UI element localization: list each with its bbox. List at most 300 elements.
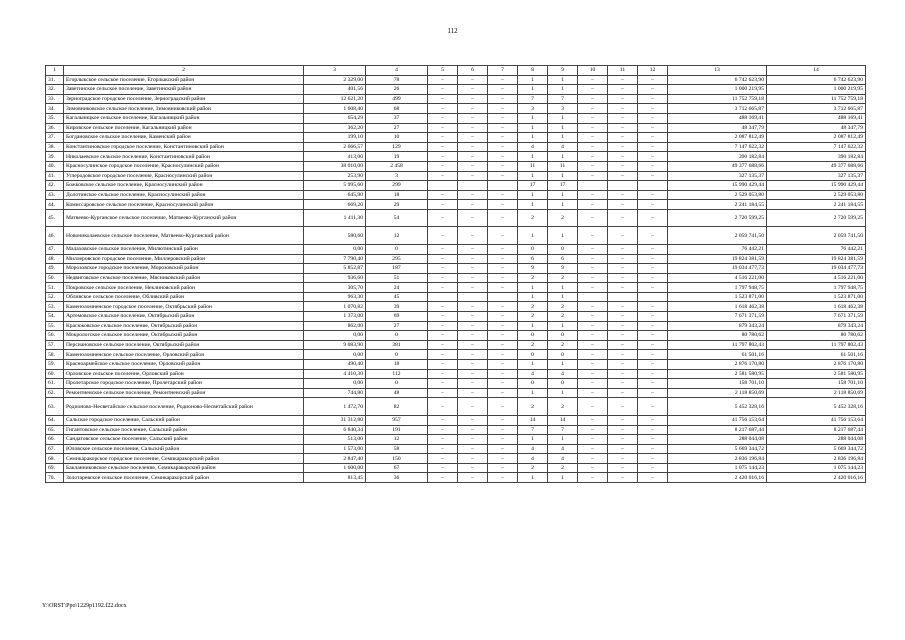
settlement-name-cell: Пролетарское городское поселение, Пролетарский район: [64, 379, 304, 389]
table-cell: 61 501,16: [668, 350, 767, 360]
table-cell: –: [608, 283, 638, 293]
table-cell: –: [458, 190, 488, 200]
settlement-name-cell: Золотаревское сельское поселение, Семикаракорский район: [64, 473, 304, 483]
table-cell: 33.: [46, 94, 64, 104]
table-cell: –: [488, 321, 518, 331]
table-cell: 299: [366, 181, 428, 191]
table-cell: 1 618 462,38: [767, 302, 866, 312]
table-cell: –: [578, 454, 608, 464]
table-cell: 2: [518, 209, 548, 227]
table-cell: –: [578, 209, 608, 227]
table-cell: 1 075 144,23: [767, 463, 866, 473]
table-cell: 6 742 623,90: [767, 75, 866, 85]
table-cell: 7: [518, 94, 548, 104]
table-cell: 0: [518, 379, 548, 389]
table-cell: –: [428, 254, 458, 264]
table-cell: 39: [366, 302, 428, 312]
table-cell: 67: [366, 463, 428, 473]
table-cell: –: [458, 209, 488, 227]
table-cell: –: [578, 273, 608, 283]
table-row: [46, 181, 866, 191]
table-cell: 1 075 144,23: [668, 463, 767, 473]
table-row: [46, 209, 866, 227]
table-cell: 129: [366, 142, 428, 152]
table-cell: 2: [518, 302, 548, 312]
table-cell: –: [578, 398, 608, 416]
table-cell: –: [578, 75, 608, 85]
header-cell: 6: [458, 66, 488, 76]
settlement-name-cell: Красюковское сельское поселение, Октябрьский район: [64, 321, 304, 331]
table-cell: –: [608, 142, 638, 152]
table-cell: 1: [548, 360, 578, 370]
table-cell: –: [638, 94, 668, 104]
table-cell: 5 669 344,72: [767, 444, 866, 454]
table-cell: –: [488, 398, 518, 416]
table-cell: –: [608, 340, 638, 350]
table-cell: –: [578, 200, 608, 210]
table-cell: 50.: [46, 273, 64, 283]
table-cell: –: [488, 133, 518, 143]
table-cell: 40.: [46, 161, 64, 171]
table-cell: 4: [518, 454, 548, 464]
table-cell: 2 666,57: [304, 142, 366, 152]
table-cell: –: [578, 415, 608, 425]
table-cell: –: [608, 152, 638, 162]
table-cell: –: [428, 123, 458, 133]
table-cell: 401,56: [304, 85, 366, 95]
table-row: [46, 444, 866, 454]
table-cell: –: [488, 113, 518, 123]
table-cell: 7 790,40: [304, 254, 366, 264]
table-cell: –: [458, 142, 488, 152]
table-cell: –: [638, 444, 668, 454]
table-cell: 8 217 687,44: [668, 425, 767, 435]
table-cell: 0: [366, 244, 428, 254]
header-cell: 10: [578, 66, 608, 76]
table-cell: –: [428, 302, 458, 312]
table-cell: [578, 292, 608, 302]
table-cell: 7 147 622,32: [668, 142, 767, 152]
settlement-name-cell: Кировское сельское поселение, Кагальницкий район: [64, 123, 304, 133]
table-cell: 11: [548, 161, 578, 171]
table-cell: 49 377 688,66: [668, 161, 767, 171]
table-cell: –: [638, 340, 668, 350]
table-cell: 744,80: [304, 388, 366, 398]
table-cell: –: [458, 473, 488, 483]
table-cell: –: [578, 350, 608, 360]
table-cell: –: [428, 171, 458, 181]
table-cell: –: [608, 388, 638, 398]
table-cell: 31 312,80: [304, 415, 366, 425]
table-cell: –: [458, 398, 488, 416]
table-cell: 488 169,41: [668, 113, 767, 123]
table-cell: 2: [548, 340, 578, 350]
table-cell: 1 618 462,38: [668, 302, 767, 312]
table-cell: –: [578, 254, 608, 264]
table-cell: –: [458, 369, 488, 379]
table-cell: 0: [548, 331, 578, 341]
table-cell: 381: [366, 340, 428, 350]
table-cell: –: [458, 133, 488, 143]
table-cell: 1: [548, 388, 578, 398]
table-cell: –: [638, 331, 668, 341]
table-cell: –: [458, 360, 488, 370]
table-cell: –: [428, 283, 458, 293]
table-cell: –: [638, 142, 668, 152]
table-cell: –: [488, 379, 518, 389]
table-cell: 15 990 429,44: [767, 181, 866, 191]
table-row: [46, 142, 866, 152]
table-cell: –: [488, 85, 518, 95]
table-cell: 69: [366, 312, 428, 322]
table-cell: –: [638, 312, 668, 322]
table-cell: [608, 292, 638, 302]
header-cell: 5: [428, 66, 458, 76]
table-cell: 390 182,84: [668, 152, 767, 162]
table-cell: –: [488, 454, 518, 464]
table-cell: –: [428, 113, 458, 123]
table-cell: 1: [548, 435, 578, 445]
table-cell: 6 742 623,90: [668, 75, 767, 85]
table-cell: 1: [548, 113, 578, 123]
table-cell: 2 087 812,49: [668, 133, 767, 143]
table-cell: –: [458, 321, 488, 331]
table-cell: 1: [518, 190, 548, 200]
table-cell: –: [488, 161, 518, 171]
table-cell: –: [458, 227, 488, 245]
table-cell: 2 720 599,25: [767, 209, 866, 227]
table-cell: –: [638, 227, 668, 245]
table-cell: –: [608, 209, 638, 227]
settlement-name-cell: Ремонтненское сельское поселение, Ремонтненский район: [64, 388, 304, 398]
settlement-name-cell: Кагальницкое сельское поселение, Кагальницкий район: [64, 113, 304, 123]
table-cell: 2 529 053,80: [767, 190, 866, 200]
table-row: [46, 425, 866, 435]
header-cell: 4: [366, 66, 428, 76]
table-cell: –: [488, 435, 518, 445]
table-cell: 63.: [46, 398, 64, 416]
table-cell: –: [428, 379, 458, 389]
table-cell: 5 452 328,16: [767, 398, 866, 416]
table-cell: –: [458, 379, 488, 389]
table-cell: 288 044,08: [767, 435, 866, 445]
table-cell: 9: [548, 264, 578, 274]
table-cell: 1 411,30: [304, 209, 366, 227]
table-cell: –: [428, 350, 458, 360]
table-cell: 0: [366, 379, 428, 389]
table-cell: –: [578, 388, 608, 398]
table-cell: [638, 181, 668, 191]
table-cell: –: [488, 190, 518, 200]
table-cell: –: [638, 360, 668, 370]
table-cell: 12: [366, 435, 428, 445]
table-cell: 1: [518, 152, 548, 162]
table-cell: 58: [366, 444, 428, 454]
table-cell: 2: [548, 273, 578, 283]
table-cell: 43.: [46, 190, 64, 200]
table-cell: 0: [548, 350, 578, 360]
table-row: [46, 312, 866, 322]
table-cell: –: [488, 254, 518, 264]
table-cell: –: [428, 273, 458, 283]
table-cell: 36: [366, 473, 428, 483]
table-row: [46, 227, 866, 245]
table-cell: –: [458, 415, 488, 425]
table-cell: 1 608,40: [304, 104, 366, 114]
table-cell: 41 756 153,64: [767, 415, 866, 425]
table-cell: 29: [366, 200, 428, 210]
table-cell: 490,40: [304, 360, 366, 370]
table-cell: –: [608, 227, 638, 245]
table-cell: 1: [518, 227, 548, 245]
settlement-name-cell: Орловское сельское поселение, Орловский район: [64, 369, 304, 379]
table-cell: –: [428, 435, 458, 445]
table-cell: –: [458, 463, 488, 473]
settlement-name-cell: Комиссаровское сельское поселение, Красносулинский район: [64, 200, 304, 210]
settlement-name-cell: Зимовниковское сельское поселение, Зимовниковский район: [64, 104, 304, 114]
table-cell: 2: [548, 312, 578, 322]
table-cell: –: [638, 463, 668, 473]
table-cell: 2: [518, 463, 548, 473]
table-cell: 253,90: [304, 171, 366, 181]
table-row: [46, 292, 866, 302]
table-cell: 65.: [46, 425, 64, 435]
table-cell: 645,90: [304, 190, 366, 200]
table-cell: 1: [518, 360, 548, 370]
table-cell: 2 836 196,84: [668, 454, 767, 464]
table-cell: 0: [548, 244, 578, 254]
table-cell: 2 458: [366, 161, 428, 171]
table-cell: 7: [518, 425, 548, 435]
table-cell: 14: [548, 415, 578, 425]
table-cell: –: [458, 113, 488, 123]
table-cell: –: [608, 244, 638, 254]
table-cell: –: [638, 123, 668, 133]
table-cell: 76 442,21: [767, 244, 866, 254]
table-cell: 32.: [46, 85, 64, 95]
table-cell: –: [428, 473, 458, 483]
table-cell: 1 600,00: [304, 463, 366, 473]
table-cell: –: [608, 200, 638, 210]
table-cell: 7: [548, 425, 578, 435]
table-cell: 18: [366, 360, 428, 370]
settlement-name-cell: Новониколаевское сельское поселение, Матвеево-Курганский район: [64, 227, 304, 245]
table-cell: –: [638, 161, 668, 171]
table-row: [46, 273, 866, 283]
table-cell: –: [428, 340, 458, 350]
table-cell: –: [458, 152, 488, 162]
table-cell: –: [488, 283, 518, 293]
table-cell: –: [578, 435, 608, 445]
table-cell: –: [638, 321, 668, 331]
table-cell: 879 343,24: [767, 321, 866, 331]
table-cell: –: [608, 473, 638, 483]
table-cell: 2 720 599,25: [668, 209, 767, 227]
table-cell: 1: [548, 133, 578, 143]
table-cell: –: [488, 331, 518, 341]
table-cell: –: [488, 94, 518, 104]
table-cell: –: [428, 75, 458, 85]
settlement-name-cell: Долотинское сельское поселение, Красносулинский район: [64, 190, 304, 200]
table-cell: 1: [518, 133, 548, 143]
table-cell: 1: [548, 85, 578, 95]
table-cell: 38.: [46, 142, 64, 152]
table-row: [46, 75, 866, 85]
table-cell: 1 797 948,75: [668, 283, 767, 293]
table-cell: –: [458, 435, 488, 445]
table-cell: –: [638, 85, 668, 95]
table-cell: 2: [518, 398, 548, 416]
table-cell: –: [608, 171, 638, 181]
table-row: [46, 454, 866, 464]
table-cell: 1: [518, 435, 548, 445]
table-cell: 1: [518, 292, 548, 302]
table-row: [46, 369, 866, 379]
table-cell: –: [608, 85, 638, 95]
settlement-name-cell: Углеродовское городское поселение, Красносулинский район: [64, 171, 304, 181]
table-cell: 61 501,16: [767, 350, 866, 360]
table-cell: –: [608, 190, 638, 200]
settlement-name-cell: Матвеево-Курганское сельское поселение, Матвеево-Курганский район: [64, 209, 304, 227]
header-cell: 2: [64, 66, 304, 76]
table-cell: 669,20: [304, 200, 366, 210]
table-cell: –: [488, 209, 518, 227]
table-cell: –: [488, 227, 518, 245]
table-cell: –: [638, 273, 668, 283]
table-cell: 1: [518, 113, 548, 123]
table-cell: 2 876 170,80: [668, 360, 767, 370]
table-cell: 4: [548, 444, 578, 454]
table-cell: –: [608, 254, 638, 264]
table-cell: –: [608, 435, 638, 445]
table-cell: –: [638, 133, 668, 143]
footer-file-path: Y:\ORST\Ppo\1229p1192.f22.docx: [42, 603, 127, 609]
table-cell: –: [488, 360, 518, 370]
table-cell: –: [578, 444, 608, 454]
table-cell: –: [638, 254, 668, 264]
table-cell: –: [428, 85, 458, 95]
table-cell: –: [458, 454, 488, 464]
table-cell: 19 824 381,59: [668, 254, 767, 264]
table-cell: –: [578, 227, 608, 245]
table-cell: –: [638, 350, 668, 360]
table-cell: –: [488, 171, 518, 181]
table-cell: 4 516 221,00: [767, 273, 866, 283]
table-cell: 488 169,41: [767, 113, 866, 123]
table-cell: 76 442,21: [668, 244, 767, 254]
table-cell: –: [578, 85, 608, 95]
header-cell: 8: [518, 66, 548, 76]
table-cell: –: [428, 244, 458, 254]
table-cell: 1: [548, 292, 578, 302]
table-cell: –: [428, 463, 458, 473]
table-cell: 187: [366, 264, 428, 274]
table-cell: 19: [366, 152, 428, 162]
table-cell: 1 573,00: [304, 444, 366, 454]
table-cell: –: [608, 264, 638, 274]
table-cell: 580,60: [304, 227, 366, 245]
table-cell: –: [608, 463, 638, 473]
table-cell: 936,60: [304, 273, 366, 283]
table-row: [46, 283, 866, 293]
table-cell: 1: [518, 85, 548, 95]
table-cell: 2: [548, 463, 578, 473]
table-cell: 1 523 871,00: [668, 292, 767, 302]
table-cell: 51.: [46, 283, 64, 293]
table-cell: 513,00: [304, 435, 366, 445]
table-cell: 45: [366, 292, 428, 302]
table-cell: –: [638, 171, 668, 181]
table-cell: 2 581 580,95: [767, 369, 866, 379]
table-cell: 4: [548, 369, 578, 379]
table-cell: 191: [366, 425, 428, 435]
table-row: [46, 435, 866, 445]
table-cell: 19 034 477,73: [668, 264, 767, 274]
settlement-name-cell: Егорлыкское сельское поселение, Егорлыкский район: [64, 75, 304, 85]
settlement-name-cell: Малаховское сельское поселение, Милютинский район: [64, 244, 304, 254]
table-cell: 879 343,24: [668, 321, 767, 331]
table-cell: 1: [548, 152, 578, 162]
table-cell: –: [458, 94, 488, 104]
table-cell: 59.: [46, 360, 64, 370]
table-cell: 7 147 622,32: [767, 142, 866, 152]
table-cell: 4: [518, 142, 548, 152]
table-row: [46, 254, 866, 264]
table-cell: 10: [366, 133, 428, 143]
table-cell: –: [578, 244, 608, 254]
table-cell: –: [458, 161, 488, 171]
table-cell: –: [488, 463, 518, 473]
table-cell: 1: [518, 171, 548, 181]
table-cell: 42.: [46, 181, 64, 191]
table-cell: 1: [548, 75, 578, 85]
table-cell: –: [488, 244, 518, 254]
settlement-name-cell: Мокрологское сельское поселение, Октябрьский район: [64, 331, 304, 341]
table-cell: –: [458, 254, 488, 264]
table-cell: –: [428, 415, 458, 425]
table-cell: –: [488, 152, 518, 162]
table-cell: –: [428, 264, 458, 274]
settlement-name-cell: Богдановское сельское поселение, Каменский район: [64, 133, 304, 143]
table-cell: –: [458, 340, 488, 350]
table-cell: 38 010,00: [304, 161, 366, 171]
table-row: [46, 463, 866, 473]
table-cell: 60.: [46, 369, 64, 379]
table-cell: –: [578, 369, 608, 379]
table-cell: 1 000 219,95: [668, 85, 767, 95]
table-row: [46, 85, 866, 95]
table-cell: 1 070,82: [304, 302, 366, 312]
table-cell: [488, 292, 518, 302]
table-row: [46, 171, 866, 181]
table-cell: 1: [518, 200, 548, 210]
table-cell: –: [488, 264, 518, 274]
table-row: [46, 398, 866, 416]
settlement-name-cell: Николаевское сельское поселение, Константиновский район: [64, 152, 304, 162]
table-cell: –: [608, 133, 638, 143]
table-cell: 2: [548, 209, 578, 227]
table-cell: –: [458, 104, 488, 114]
table-cell: –: [488, 369, 518, 379]
table-cell: 0: [548, 379, 578, 389]
table-cell: –: [638, 113, 668, 123]
table-cell: –: [428, 94, 458, 104]
table-cell: 2 059 741,50: [767, 227, 866, 245]
settlement-name-cell: Заветинское сельское поселение, Заветинский район: [64, 85, 304, 95]
table-cell: 2: [548, 302, 578, 312]
table-row: [46, 94, 866, 104]
table-cell: –: [638, 398, 668, 416]
